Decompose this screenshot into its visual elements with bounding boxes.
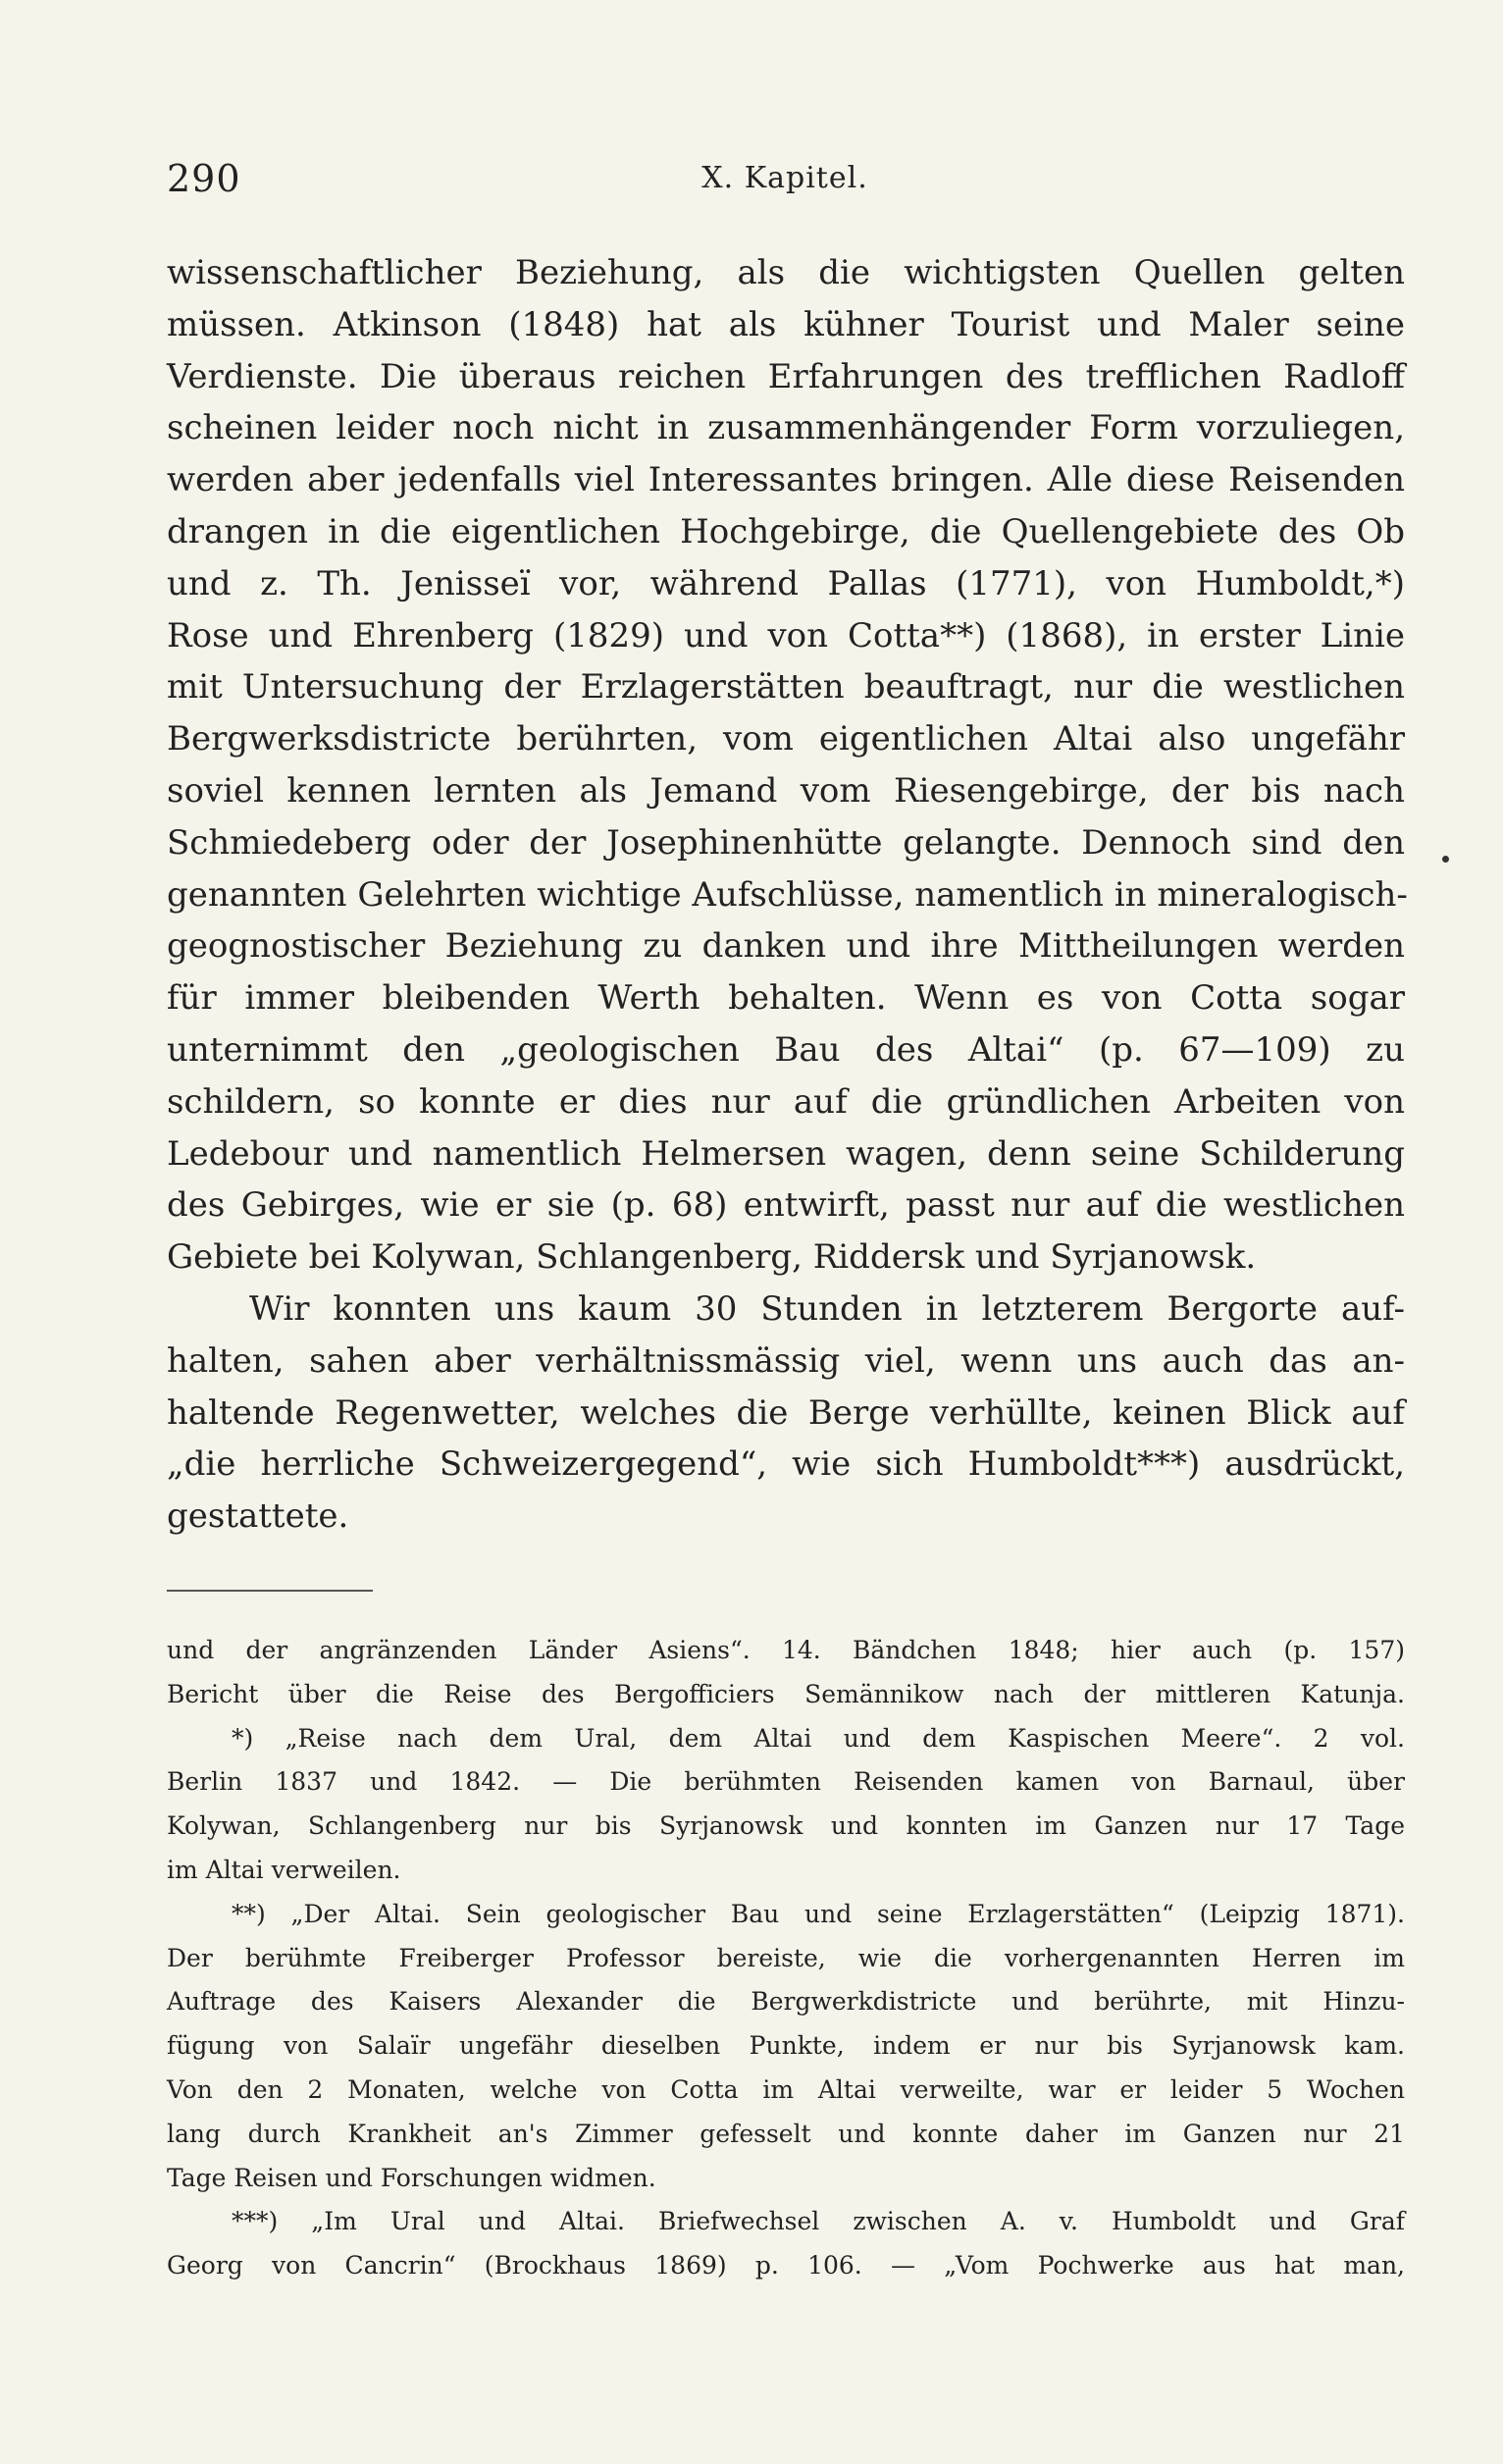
page-number: 290 [167,157,241,200]
text-line: mit Untersuchung der Erzlagerstätten beauftragt, nur die westlichen [167,667,1405,708]
footnote-line: und der angränzenden Länder Asiens“. 14. Bändchen 1848; hier auch (p. 157) [167,1636,1405,1664]
running-head: X. Kapitel. [701,161,868,195]
text-line: Verdienste. Die überaus reichen Erfahrungen des trefflichen Radloff [167,356,1405,396]
margin-dot [1442,856,1449,863]
footnote-line: Kolywan, Schlangenberg nur bis Syrjanowsk und konnten im Ganzen nur 17 Tage [167,1811,1405,1841]
text-line: Ledebour und namentlich Helmersen wagen, denn seine Schilderung [167,1133,1405,1174]
text-line: scheinen leider noch nicht in zusammenhängender Form vorzuliegen, [167,408,1405,448]
text-line: Wir konnten uns kaum 30 Stunden in letzterem Bergorte auf- [249,1288,1405,1329]
footnote-2 [167,1893,1405,2201]
text-line: wissenschaftlicher Beziehung, als die wichtigsten Quellen gelten [167,253,1405,292]
text-line: genannten Gelehrten wichtige Aufschlüsse, namentlich in mineralogisch- [167,874,1408,915]
text-line: geognostischer Beziehung zu danken und ihre Mittheilungen werden [167,926,1405,967]
footnote-line: ***) „Im Ural und Altai. Briefwechsel zwischen A. v. Humboldt und Graf [232,2207,1405,2236]
main-text [167,247,1408,1543]
footnote-line: im Altai verweilen. [167,1855,401,1884]
text-line: soviel kennen lernten als Jemand vom Riesengebirge, der bis nach [167,770,1405,811]
footnotes [167,1629,1405,2288]
footnote-divider [167,1590,373,1592]
footnote-line: *) „Reise nach dem Ural, dem Altai und dem Kaspischen Meere“. 2 vol. [232,1723,1405,1753]
footnote-line: Bericht über die Reise des Bergofficiers Semännikow nach der mittleren Katunja. [167,1679,1405,1708]
text-line: Bergwerksdistricte berührten, vom eigentlichen Altai also ungefähr [167,719,1405,760]
paragraph-1 [167,247,1408,1284]
footnote-line: Georg von Cancrin“ (Brockhaus 1869) p. 106. — „Vom Pochwerke aus hat man, [167,2251,1405,2281]
text-line: unternimmt den „geologischen Bau des Altai“ (p. 67—109) zu [167,1029,1405,1070]
footnote-line: Berlin 1837 und 1842. — Die berühmten Reisenden kamen von Barnaul, über [167,1767,1405,1797]
text-line: des Gebirges, wie er sie (p. 68) entwirft, passt nur auf die westlichen [167,1185,1405,1226]
footnote-line: Von den 2 Monaten, welche von Cotta im Altai verweilte, war er leider 5 Wochen [167,2074,1405,2104]
footnote-line: lang durch Krankheit an's Zimmer gefesselt und konnte daher im Ganzen nur 21 [167,2119,1405,2148]
footnote-line: Der berühmte Freiberger Professor bereiste, wie die vorhergenannten Herren im [167,1943,1405,1972]
footnote-line: **) „Der Altai. Sein geologischer Bau und seine Erzlagerstätten“ (Leipzig 1871). [232,1899,1405,1928]
text-line: „die herrliche Schweizergegend“, wie sich Humboldt***) ausdrückt, [167,1444,1405,1485]
footnote-line: fügung von Salaïr ungefähr dieselben Punkte, indem er nur bis Syrjanowsk kam. [167,2031,1405,2061]
text-line: halten, sahen aber verhältnissmässig viel, wenn uns auch das an- [167,1340,1405,1381]
text-line: werden aber jedenfalls viel Interessantes bringen. Alle diese Reisenden [167,460,1405,500]
text-line: gestattete. [167,1496,349,1537]
footnote-line: Tage Reisen und Forschungen widmen. [167,2163,656,2192]
text-line: haltende Regenwetter, welches die Berge verhüllte, keinen Blick auf [167,1392,1405,1433]
text-line: für immer bleibenden Werth behalten. Wenn es von Cotta sogar [167,978,1405,1019]
footnote-1 [167,1717,1405,1893]
text-line: und z. Th. Jenisseï vor, während Pallas (1771), von Humboldt,*) [167,563,1405,603]
paragraph-2 [167,1284,1405,1543]
footnote-continued [167,1629,1405,1717]
text-line: müssen. Atkinson (1848) hat als kühner Tourist und Maler seine [167,304,1405,344]
text-line: Rose und Ehrenberg (1829) und von Cotta**) (1868), in erster Linie [167,615,1405,655]
footnote-3 [167,2200,1405,2288]
footnote-line: Auftrage des Kaisers Alexander die Bergwerkdistricte und berührte, mit Hinzu- [167,1987,1405,2017]
text-line: Gebiete bei Kolywan, Schlangenberg, Riddersk und Syrjanowsk. [167,1237,1257,1278]
page-header [167,157,1403,216]
text-line: schildern, so konnte er dies nur auf die gründlichen Arbeiten von [167,1081,1405,1122]
text-line: Schmiedeberg oder der Josephinenhütte gelangte. Dennoch sind den [167,822,1405,863]
text-line: drangen in die eigentlichen Hochgebirge, die Quellengebiete des Ob [167,511,1405,551]
